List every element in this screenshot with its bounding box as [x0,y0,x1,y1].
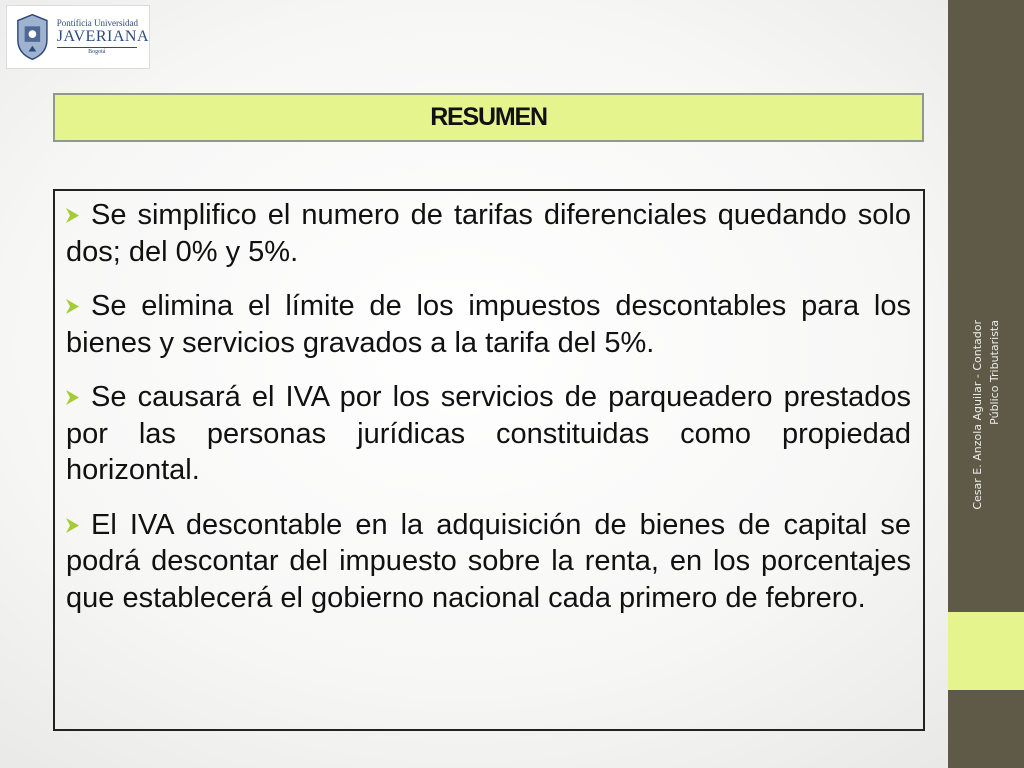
logo-line1: Pontificia Universidad [56,18,139,28]
logo-divider [57,47,137,48]
side-accent [948,612,1024,690]
bullet-item [66,507,911,617]
author-line2: Público Tributarista [988,320,1001,425]
bullet-text: Se elimina el límite de los impuestos descontables para los bienes y servicios gravados a la tarifa del 5%. [66,290,911,359]
bullet-text: Se causará el IVA por los servicios de parqueadero prestados por las personas jurídicas constituidas como propiedad horizontal. [66,381,911,486]
logo-line3: Bogotá [88,49,106,55]
content-box [53,189,925,731]
bullet-item [66,197,911,270]
bullet-text: El IVA descontable en la adquisición de bienes de capital se podrá descontar del impuesto sobre la renta, en los porcentajes que establecerá el gobierno nacional cada primero de febrero. [66,508,911,614]
arrow-bullet-icon [66,208,79,223]
bullet-item [66,288,911,361]
bullet-item [66,379,911,489]
title-bar [53,93,924,142]
author-line1: Cesar E. Anzola Aguilar - Contador [971,320,984,510]
arrow-bullet-icon [66,299,79,314]
university-logo [6,5,150,69]
bullet-text: Se simplifico el numero de tarifas diferenciales quedando solo dos; del 0% y 5%. [66,199,911,268]
arrow-bullet-icon [66,390,79,405]
arrow-bullet-icon [66,518,79,533]
university-shield-icon [13,12,52,62]
logo-line2: JAVERIANA [56,28,149,45]
slide-title: RESUMEN [430,103,547,131]
author-credit [969,320,1003,620]
